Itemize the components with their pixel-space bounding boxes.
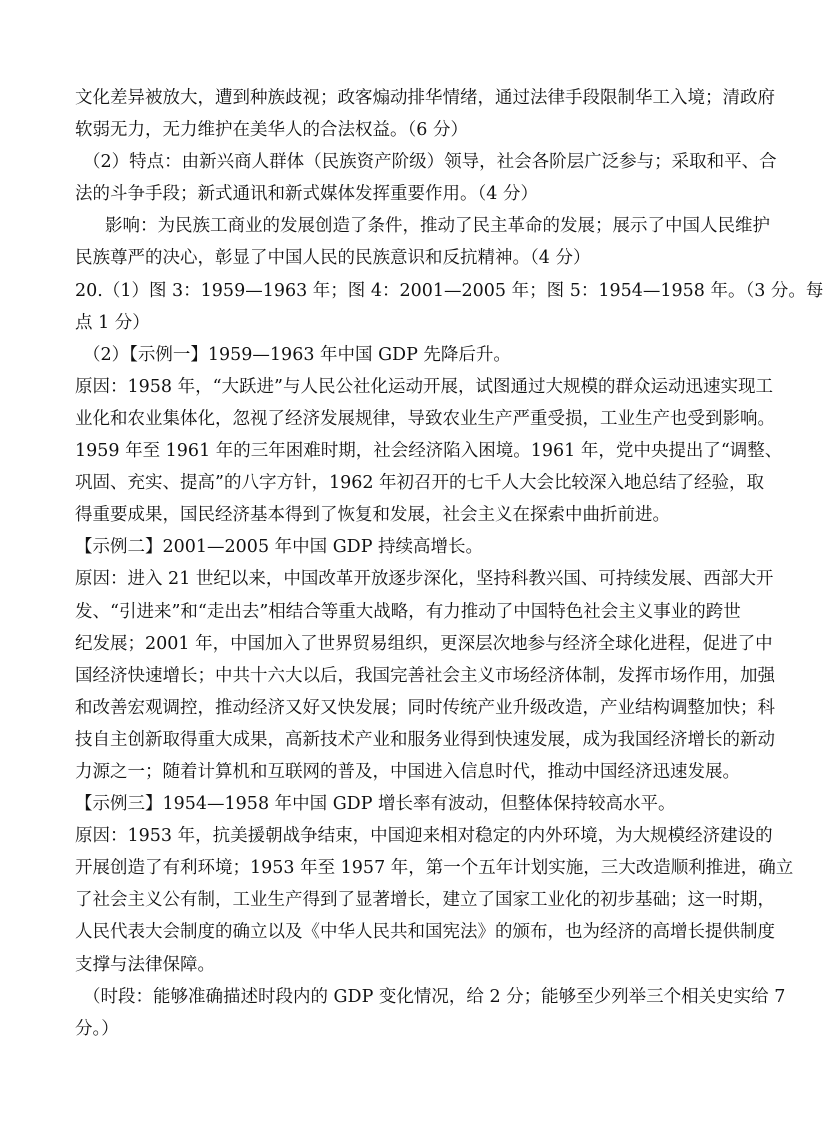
text-line: 1959 年至 1961 年的三年困难时期，社会经济陷入困境。1961 年，党中央提出了“调整、 (75, 441, 783, 462)
text-line: 原因：1953 年，抗美援朝战争结束，中国迎来相对稳定的内外环境，为大规模经济建设的 (75, 826, 773, 847)
text-line: 原因：进入 21 世纪以来，中国改革开放逐步深化，坚持科教兴国、可持续发展、西部大开 (75, 569, 774, 590)
text-line: （2）特点：由新兴商人群体（民族资产阶级）领导，社会各阶层广泛参与；采取和平、合 (83, 152, 777, 173)
text-line: 力源之一；随着计算机和互联网的普及，中国进入信息时代，推动中国经济迅速发展。 (75, 761, 740, 782)
text-line: 支撑与法律保障。 (75, 954, 215, 975)
text-line: 影响：为民族工商业的发展创造了条件，推动了民主革命的发展；展示了中国人民维护 (105, 216, 770, 237)
text-line: 国经济快速增长；中共十六大以后，我国完善社会主义市场经济体制，发挥市场作用，加强 (75, 665, 775, 686)
text-line: 民族尊严的决心，彰显了中国人民的民族意识和反抗精神。（4 分） (75, 248, 591, 269)
text-line: 发、“引进来”和“走出去”相结合等重大战略，有力推动了中国特色社会主义事业的跨世 (75, 601, 741, 622)
text-line: 巩固、充实、提高”的八字方针，1962 年初召开的七千人大会比较深入地总结了经验，取 (75, 473, 765, 494)
text-line: 得重要成果，国民经济基本得到了恢复和发展，社会主义在探索中曲折前进。 (75, 505, 670, 526)
text-line: 软弱无力，无力维护在美华人的合法权益。（6 分） (75, 120, 468, 141)
answer-key-page (75, 82, 823, 1045)
text-line: 20.（1）图 3：1959—1963 年；图 4：2001—2005 年；图 5：1954—1958 年。（3 分。每 (75, 280, 823, 301)
text-line: 技自主创新取得重大成果，高新技术产业和服务业得到快速发展，成为我国经济增长的新动 (75, 729, 775, 750)
text-line: 法的斗争手段；新式通讯和新式媒体发挥重要作用。（4 分） (75, 184, 538, 205)
text-line: 业化和农业集体化，忽视了经济发展规律，导致农业生产严重受损，工业生产也受到影响。 (75, 408, 775, 429)
text-line: 纪发展；2001 年，中国加入了世界贸易组织，更深层次地参与经济全球化进程，促进了中 (75, 633, 773, 654)
text-line: 【示例三】1954—1958 年中国 GDP 增长率有波动，但整体保持较高水平。 (75, 794, 676, 815)
text-line: （2）【示例一】1959—1963 年中国 GDP 先降后升。 (83, 344, 511, 365)
text-line: 开展创造了有利环境；1953 年至 1957 年，第一个五年计划实施，三大改造顺利推进，确立 (75, 858, 794, 879)
text-line: 文化差异被放大，遭到种族歧视；政客煽动排华情绪，通过法律手段限制华工入境；清政府 (75, 88, 775, 108)
text-line: 人民代表大会制度的确立以及《中华人民共和国宪法》的颁布，也为经济的高增长提供制度 (75, 922, 775, 943)
text-line: 原因：1958 年，“大跃进”与人民公社化运动开展，试图通过大规模的群众运动迅速实现工 (75, 376, 773, 397)
text-line: 分。） (75, 1018, 119, 1039)
text-line: 【示例二】2001—2005 年中国 GDP 持续高增长。 (75, 537, 484, 558)
text-line: 和改善宏观调控，推动经济又好又快发展；同时传统产业升级改造，产业结构调整加快；科 (75, 697, 775, 718)
text-line: （时段：能够准确描述时段内的 GDP 变化情况，给 2 分；能够至少列举三个相关史实给 7 (83, 986, 786, 1007)
text-line: 点 1 分） (75, 312, 150, 333)
text-line: 了社会主义公有制，工业生产得到了显著增长，建立了国家工业化的初步基础；这一时期， (75, 890, 775, 911)
